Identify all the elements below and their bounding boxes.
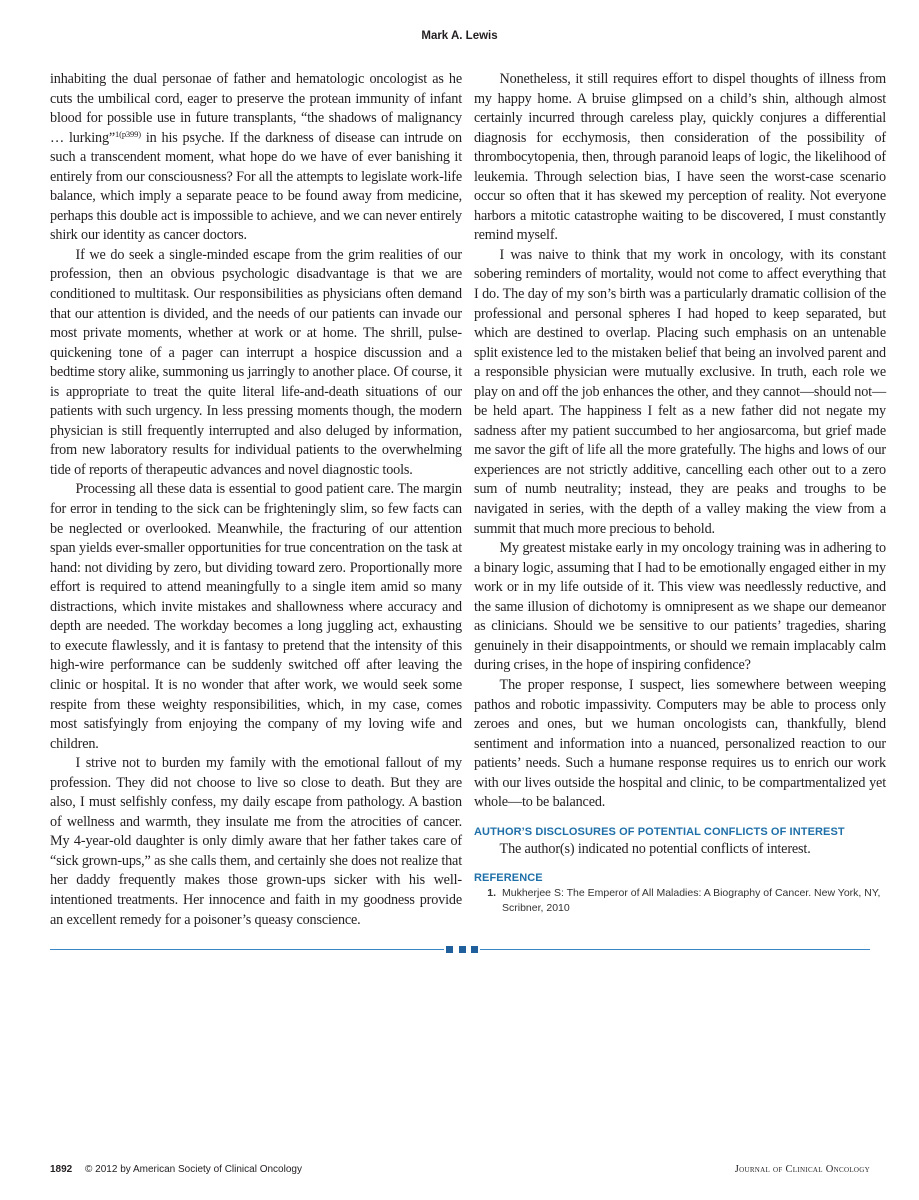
body-paragraph: My greatest mistake early in my oncology training was in adhering to a binary logic, assuming that I had to be emotionally engaged either in my work or in my life outside of it. This view was needlessly reductive, and the same illusion of dichotomy is omnipresent as we shape our demeanor as clinicians. Should we be sensitive to our patients’ tragedies, sharing genuinely in their disappointments, or should we remain implacably calm during crises, in the hope of inspiring confidence? — [474, 540, 886, 674]
disclosures-heading: AUTHOR’S DISCLOSURES OF POTENTIAL CONFLICTS OF INTEREST — [474, 825, 845, 838]
body-paragraph: I was naive to think that my work in oncology, with its constant sobering reminders of mortality, would not come to affect everything that I do. The day of my son’s birth was a particularly dramatic collision of the professional and personal spheres I had hoped to keep separated, but which are destined to overlap. Placing such emphasis on an untenable split existence led to the mistaken belief that being an involved parent and a responsible physician were mutually exclusive. In truth, each role we play on and off the job enhances the other, and they cannot—should not—be held apart. The happiness I felt as a new father did not negate my sadness after my patient succumbed to her angiosarcoma, but grief made me savor the gift of life all the more gratefully. The highs and lows of our experiences are not strictly additive, cancelling each other out to a zero sum of numb neutrality; instead, they are peaks and troughs to be navigated in series, with the depth of a valley making the view from a summit that much more precious to behold. — [474, 246, 886, 537]
reference-text: Mukherjee S: The Emperor of All Maladies: A Biography of Cancer. New York, NY, Scribner, 2010 — [502, 887, 881, 915]
end-mark-square-icon — [446, 946, 453, 953]
end-mark-squares — [444, 945, 480, 955]
running-head-author: Mark A. Lewis — [421, 30, 498, 42]
citation-superscript: 1(p399) — [115, 128, 141, 139]
body-paragraph: Processing all these data is essential to good patient care. The margin for error in tending to the sick can be frighteningly slim, so few facts can be neglected or overlooked. Meanwhile, the fracturing of our attention span yields ever-smaller opportunities for true concentration on the task at hand: not dividing by zero, but dividing toward zero. Proportionally more effort is required to attend meaningfully to a single item amid so many distractions, which invite mistakes and shallowness where accuracy and depth are needed. The workday becomes a long juggling act, exhausting to execute flawlessly, and it is fantasy to pretend that the intensity of this high-wire performance can be suddenly switched off after leaving the clinic or hospital. It is no wonder that after work, we would seek some respite from these weighty responsibilities, which, in my case, comes most satisfyingly from enjoying the company of my loving wife and children. — [50, 481, 462, 752]
reference-number: 1. — [487, 887, 496, 900]
end-mark-square-icon — [471, 946, 478, 953]
reference-item — [474, 886, 886, 916]
body-paragraph: I strive not to burden my family with the emotional fallout of my profession. They did not choose to live so close to death. But they are also, I must selfishly confess, my daily escape from pathology. A bastion of wellness and warmth, they insulate me from the atrocities of cancer. My 4-year-old daughter is only dimly aware that her father takes care of “sick grown-ups,” as she calls them, and certainly she does not realize that her daddy frequently makes those grown-ups sicker with his well-intentioned treatments. Her innocence and faith in my goodness provide an excellent remedy for a poisoner’s queasy conscience. — [50, 755, 462, 928]
left-column — [50, 70, 462, 930]
right-column — [474, 70, 886, 916]
disclosures-text: The author(s) indicated no potential conflicts of interest. — [499, 840, 811, 857]
body-paragraph: The proper response, I suspect, lies somewhere between weeping pathos and robotic impassivity. Computers may be able to process only zeroes and ones, but we human oncologists can, thankfully, blend sentiment and information into a nuanced, personalized reaction to our patients’ needs. Such a humane response requires us to enrich our work with our lives outside the hospital and clinic, to be compartmentalized yet whole—to be balanced. — [474, 676, 886, 811]
end-mark-square-icon — [459, 946, 466, 953]
journal-name: Journal of Clinical Oncology — [734, 1164, 870, 1175]
body-paragraph — [50, 70, 462, 246]
paragraph-text: inhabiting the dual personae of father and hematologic oncologist as he cuts the umbilical cord, eager to preserve the protean immunity of infant blood for possible use in future transplants, “the shadows of malignancy … lurking” — [50, 71, 462, 146]
reference-heading: REFERENCE — [474, 872, 543, 885]
body-paragraph: Nonetheless, it still requires effort to dispel thoughts of illness from my happy home. A bruise glimpsed on a child’s shin, although almost certainly incurred through careless play, quickly conjures a differential diagnosis for ecchymosis, then consideration of the possibility of thrombocytopenia, then, through paranoid leaps of logic, the likelihood of leukemia. Through selection bias, I have seen the worst-case scenario occur so often that it has skewed my perception of reality. Not everyone harbors a mitotic catastrophe waiting to be discovered, I must constantly remind myself. — [474, 71, 886, 244]
copyright-notice: © 2012 by American Society of Clinical Oncology — [85, 1164, 302, 1175]
page-number: 1892 — [50, 1164, 73, 1175]
paragraph-text: in his psyche. If the darkness of disease can intrude on such a transcendent moment, what hope do we have of ever banishing it entirely from our consciousness? For all the attempts to legislate work-life balance, which imply a separate peace to be found away from medicine, perhaps this double act is impossible to achieve, and we can never entirely shirk our identity as cancer doctors. — [50, 129, 462, 244]
end-of-article-rule — [50, 944, 870, 956]
page-footer — [50, 1164, 870, 1180]
body-paragraph: If we do seek a single-minded escape from the grim realities of our profession, then an obvious psychologic disadvantage is that we are conditioned to multitask. Our responsibilities as physicians often demand that our attention is divided, and the needs of our patients can invade our most private moments, whether at work or at home. The shrill, pulse-quickening tone of a pager can interrupt a hospice discussion and a bedtime story alike, summoning us jarringly to another place. Of course, it is appropriate to treat the quite literal life-and-death situations of our patients with such urgency. In less pressing moments though, the modern physician is still frequently interrupted and also deluged by information, from new laboratory results for individual patients to the overwhelming tide of reports of therapeutic advances and novel diagnostic tools. — [50, 246, 462, 478]
